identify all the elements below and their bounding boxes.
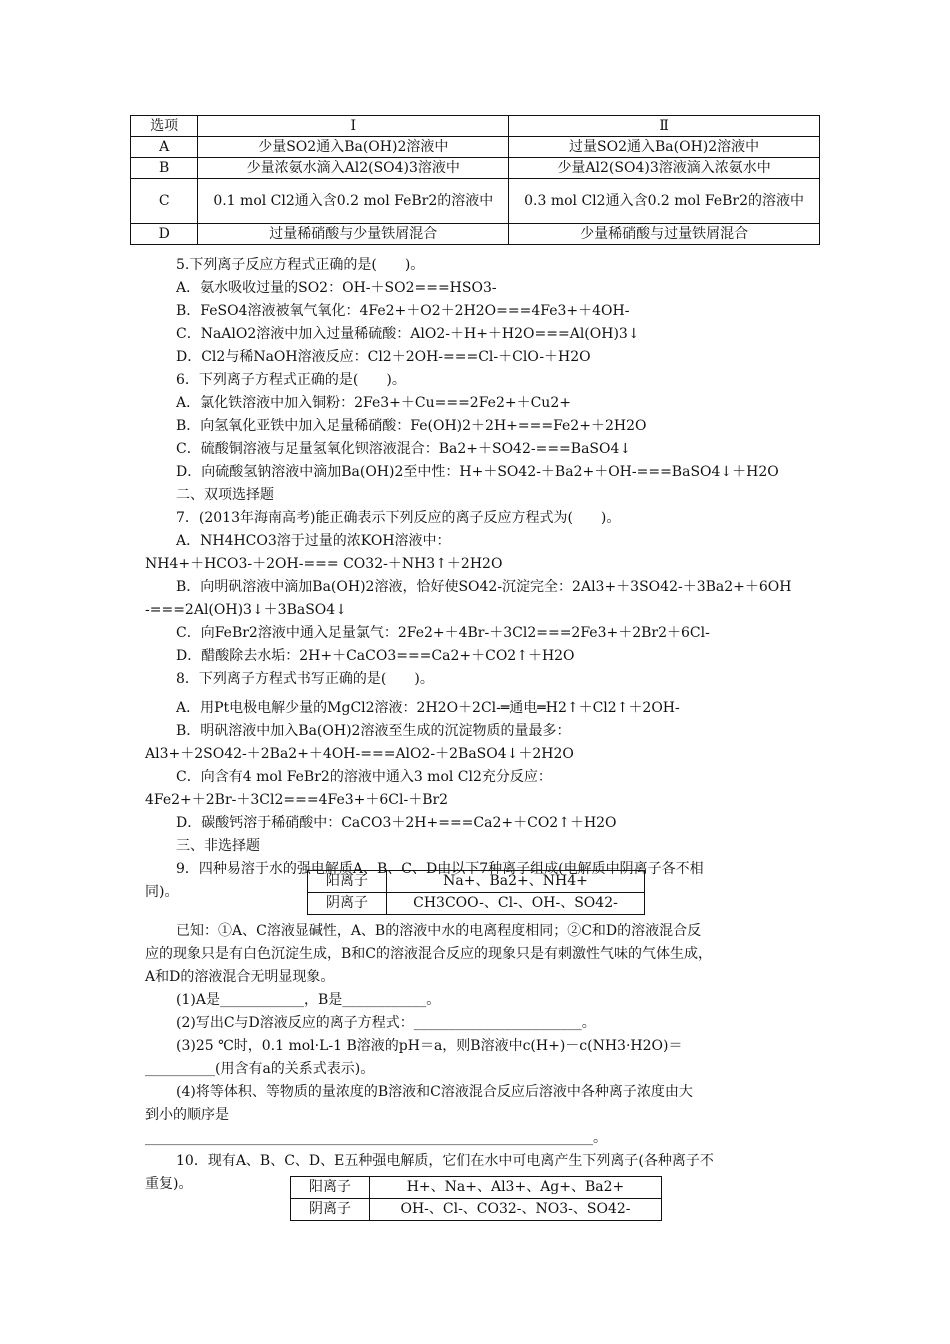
table-cell: 0.3 mol Cl2通入含0.2 mol FeBr2的溶液中 — [509, 179, 820, 224]
question-9-part-3: (3)25 ℃时，0.1 mol·L-1 B溶液的pH＝a，则B溶液中c(H+)－c(NH3·H2O)＝ — [176, 1038, 683, 1054]
question-6-option-a: A．氯化铁溶液中加入铜粉：2Fe3+＋Cu===2Fe2+＋Cu2+ — [176, 395, 571, 411]
table-cell: 阴离子 — [308, 893, 387, 915]
question-9-stem: 9．四种易溶于水的强电解质A、B、C、D由以下7种离子组成(电解质中阴离子各不相 — [176, 861, 704, 877]
table-cell: 阳离子 — [308, 871, 387, 893]
question-9-stem-cont: 同)。 — [145, 884, 179, 900]
table-header-cell: Ⅱ — [509, 116, 820, 137]
table-cell: 少量浓氨水滴入Al2(SO4)3溶液中 — [198, 158, 509, 179]
table-cell: 过量稀硝酸与少量铁屑混合 — [198, 224, 509, 245]
table-header-cell: Ⅰ — [198, 116, 509, 137]
table-cell: C — [131, 179, 198, 224]
question-7-option-d: D．醋酸除去水垢：2H+＋CaCO3===Ca2+＋CO2↑＋H2O — [176, 648, 575, 664]
question-5-option-c: C．NaAlO2溶液中加入过量稀硫酸：AlO2-＋H+＋H2O===Al(OH)3↓ — [176, 326, 640, 342]
question-7-equation: NH4+＋HCO3-＋2OH-=== CO32-＋NH3↑＋2H2O — [145, 556, 503, 572]
question-8-option-b: B．明矾溶液中加入Ba(OH)2溶液至生成的沉淀物质的量最多： — [176, 723, 571, 739]
question-8-equation-c: 4Fe2+＋2Br-＋3Cl2===4Fe3+＋6Cl-＋Br2 — [145, 792, 449, 808]
section-heading: 三、非选择题 — [176, 838, 260, 854]
question-6-stem: 6．下列离子方程式正确的是( )。 — [176, 372, 406, 388]
question-9-part-4-cont: 到小的顺序是 — [145, 1107, 229, 1123]
table-cell: 阴离子 — [291, 1199, 370, 1221]
question-5-option-d: D．Cl2与稀NaOH溶液反应：Cl2＋2OH-===Cl-＋ClO-＋H2O — [176, 349, 591, 365]
question-6-option-d: D．向硫酸氢钠溶液中滴加Ba(OH)2至中性：H+＋SO42-＋Ba2+＋OH-===BaSO4↓＋H2O — [176, 464, 779, 480]
question-9-part-3-cont: __________(用含有a的关系式表示)。 — [145, 1061, 375, 1077]
table-cell: OH-、Cl-、CO32-、NO3-、SO42- — [370, 1199, 662, 1221]
question-9-answer-blank: ________________________________________________________________。 — [145, 1130, 607, 1146]
table-cell: CH3COO-、Cl-、OH-、SO42- — [387, 893, 645, 915]
ion-table-q10 — [290, 1176, 662, 1221]
question-9-given: 已知：①A、C溶液显碱性，A、B的溶液中水的电离程度相同；②C和D的溶液混合反 — [176, 923, 702, 939]
question-8-option-d: D．碳酸钙溶于稀硝酸中：CaCO3＋2H+===Ca2+＋CO2↑＋H2O — [176, 815, 617, 831]
table-cell: 过量SO2通入Ba(OH)2溶液中 — [509, 137, 820, 158]
question-8-equation-b: Al3+＋2SO42-＋2Ba2+＋4OH-===AlO2-＋2BaSO4↓＋2H2O — [145, 746, 574, 762]
question-5-option-b: B．FeSO4溶液被氧气氧化：4Fe2+＋O2＋2H2O===4Fe3+＋4OH- — [176, 303, 630, 319]
table-cell: 0.1 mol Cl2通入含0.2 mol FeBr2的溶液中 — [198, 179, 509, 224]
question-6-option-c: C．硫酸铜溶液与足量氢氧化钡溶液混合：Ba2+＋SO42-===BaSO4↓ — [176, 441, 632, 457]
question-7-stem: 7．(2013年海南高考)能正确表示下列反应的离子反应方程式为( )。 — [176, 510, 621, 526]
section-heading: 二、双项选择题 — [176, 487, 274, 503]
question-9-part-4: (4)将等体积、等物质的量浓度的B溶液和C溶液混合反应后溶液中各种离子浓度由大 — [176, 1084, 693, 1100]
question-10-stem: 10．现有A、B、C、D、E五种强电解质，它们在水中可电离产生下列离子(各种离子不 — [176, 1153, 714, 1169]
table-cell: 阳离子 — [291, 1177, 370, 1199]
question-9-given-cont: A和D的溶液混合无明显现象。 — [145, 969, 335, 985]
question-8-option-a: A．用Pt电极电解少量的MgCl2溶液：2H2O＋2Cl-═通电═H2↑＋Cl2↑＋2OH- — [176, 700, 680, 716]
question-5-stem: 5.下列离子反应方程式正确的是( )。 — [176, 257, 425, 273]
table-header-cell: 选项 — [131, 116, 198, 137]
question-6-option-b: B．向氢氧化亚铁中加入足量稀硝酸：Fe(OH)2＋2H+===Fe2+＋2H2O — [176, 418, 647, 434]
table-cell: 少量Al2(SO4)3溶液滴入浓氨水中 — [509, 158, 820, 179]
table-cell: H+、Na+、Al3+、Ag+、Ba2+ — [370, 1177, 662, 1199]
question-9-part-2: (2)写出C与D溶液反应的离子方程式：________________________。 — [176, 1015, 596, 1031]
question-5-option-a: A．氨水吸收过量的SO2：OH-＋SO2===HSO3- — [176, 280, 497, 296]
table-cell: D — [131, 224, 198, 245]
question-7-option-a: A．NH4HCO3溶于过量的浓KOH溶液中： — [176, 533, 451, 549]
table-cell: Na+、Ba2+、NH4+ — [387, 871, 645, 893]
question-9-given-cont: 应的现象只是有白色沉淀生成，B和C的溶液混合反应的现象只是有刺激性气味的气体生成， — [145, 946, 712, 962]
table-cell: A — [131, 137, 198, 158]
table-cell: 少量SO2通入Ba(OH)2溶液中 — [198, 137, 509, 158]
ion-table-q9 — [307, 870, 645, 915]
question-7-option-b: B．向明矾溶液中滴加Ba(OH)2溶液，恰好使SO42-沉淀完全：2Al3+＋3SO42-＋3Ba2+＋6OH — [176, 579, 792, 595]
table-cell: 少量稀硝酸与过量铁屑混合 — [509, 224, 820, 245]
table-cell: B — [131, 158, 198, 179]
question-9-part-1: (1)A是____________，B是____________。 — [176, 992, 441, 1008]
option-table — [130, 115, 820, 245]
question-8-stem: 8．下列离子方程式书写正确的是( )。 — [176, 671, 434, 687]
question-8-option-c: C．向含有4 mol FeBr2的溶液中通入3 mol Cl2充分反应： — [176, 769, 552, 785]
question-7-option-c: C．向FeBr2溶液中通入足量氯气：2Fe2+＋4Br-＋3Cl2===2Fe3+＋2Br2＋6Cl- — [176, 625, 710, 641]
question-7-option-b-cont: -===2Al(OH)3↓＋3BaSO4↓ — [145, 602, 347, 618]
question-10-stem-cont: 重复)。 — [145, 1176, 193, 1192]
